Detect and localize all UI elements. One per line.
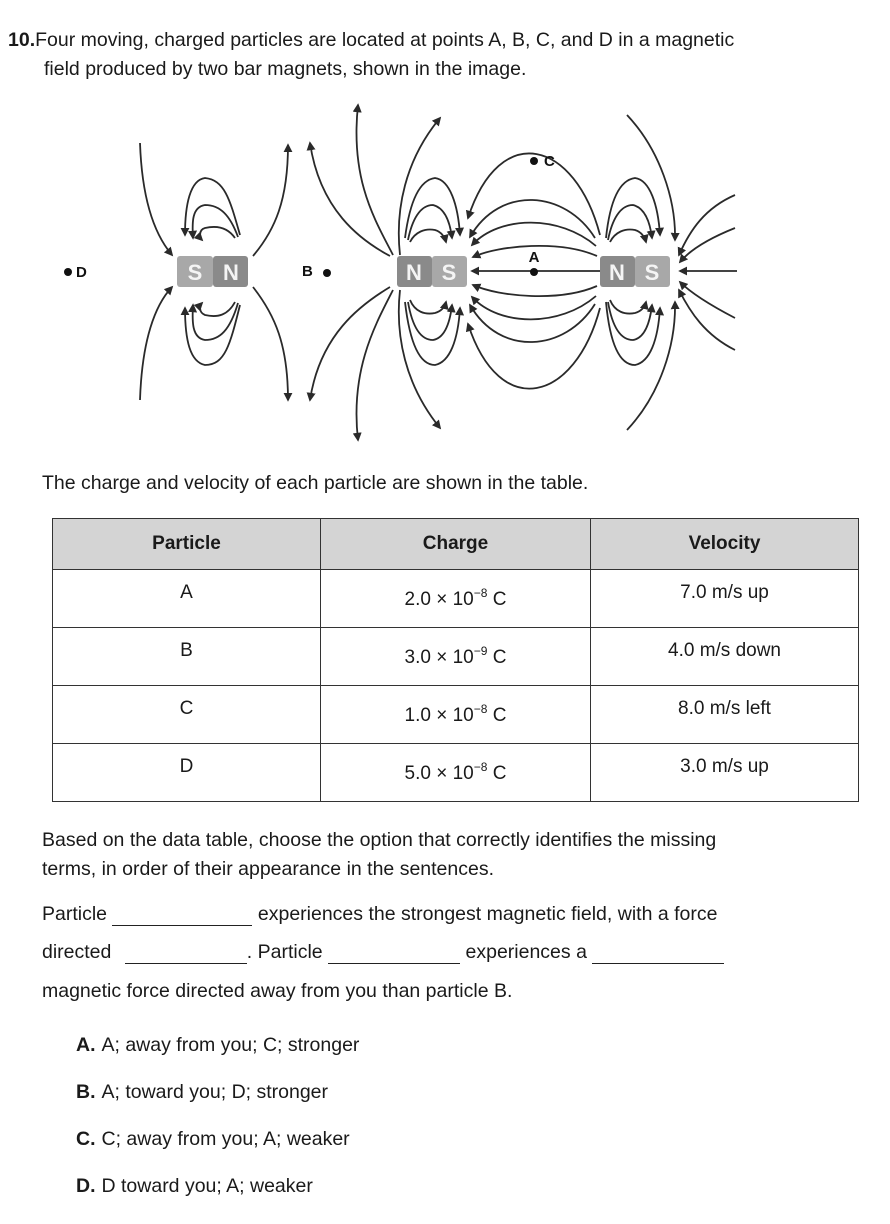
point-a	[529, 249, 540, 276]
fill-in-sentence-3: magnetic force directed away from you than particle B.	[42, 980, 513, 1002]
point-b-label: B	[302, 263, 313, 280]
choice-text: D toward you; A; weaker	[101, 1175, 313, 1197]
instructions-line2: terms, in order of their appearance in the sentences.	[42, 858, 495, 880]
choice-text: A; away from you; C; stronger	[101, 1034, 360, 1056]
point-b	[302, 263, 331, 280]
choice-letter: A.	[76, 1034, 96, 1056]
charge-unit: C	[487, 646, 507, 668]
choice-text: C; away from you; A; weaker	[101, 1128, 350, 1150]
charge-exponent: −9	[473, 643, 488, 658]
choice-c[interactable]	[76, 1128, 359, 1175]
header-charge: Charge	[321, 519, 591, 570]
question-stem-line2: field produced by two bar magnets, shown in the image.	[44, 58, 527, 80]
instructions-line1: Based on the data table, choose the option that correctly identifies the missing	[42, 829, 717, 851]
blank-2	[125, 962, 247, 964]
bar-magnet-1	[177, 256, 248, 287]
cell-charge	[321, 570, 591, 628]
point-d-label: D	[76, 264, 87, 281]
question-stem-line1: Four moving, charged particles are located at points A, B, C, and D in a magnetic	[35, 29, 735, 51]
charge-mantissa: 1.0 × 10	[404, 704, 474, 726]
cell-particle: B	[53, 628, 321, 686]
fill-text: Particle	[42, 903, 108, 925]
blank-3	[328, 962, 460, 964]
magnet-1-left-pole: S	[187, 260, 203, 285]
question-stem	[8, 26, 734, 55]
fill-text: directed	[42, 941, 112, 963]
cell-charge	[321, 686, 591, 744]
fill-text: experiences the strongest magnetic field, with a force	[257, 903, 718, 925]
point-c-label: C	[544, 153, 555, 170]
magnetic-field-diagram	[0, 95, 890, 455]
table-caption: The charge and velocity of each particle are shown in the table.	[42, 472, 589, 494]
point-d	[64, 264, 87, 281]
choice-a[interactable]	[76, 1034, 359, 1081]
charge-unit: C	[487, 588, 507, 610]
fill-in-sentence-2	[42, 941, 724, 964]
choice-letter: B.	[76, 1081, 96, 1103]
choice-d[interactable]	[76, 1175, 359, 1222]
charge-exponent: −8	[473, 585, 488, 600]
table-row	[53, 628, 859, 686]
charge-mantissa: 2.0 × 10	[404, 588, 474, 610]
table-row	[53, 570, 859, 628]
particle-data-table	[52, 518, 859, 802]
cell-velocity: 4.0 m/s down	[591, 628, 859, 686]
cell-particle: C	[53, 686, 321, 744]
choice-letter: C.	[76, 1128, 96, 1150]
bar-magnet-3	[600, 256, 670, 287]
header-velocity: Velocity	[591, 519, 859, 570]
cell-particle: A	[53, 570, 321, 628]
fill-in-sentence-1	[42, 903, 717, 926]
charge-unit: C	[487, 762, 507, 784]
point-a-label: A	[528, 249, 540, 266]
cell-velocity: 7.0 m/s up	[591, 570, 859, 628]
blank-4	[592, 962, 724, 964]
magnet-3-left-pole: N	[609, 260, 625, 285]
blank-1	[112, 924, 252, 926]
cell-particle: D	[53, 744, 321, 802]
fill-text: . Particle	[246, 941, 323, 963]
cell-charge	[321, 744, 591, 802]
magnet-3-right-pole: S	[644, 260, 660, 285]
question-number: 10.	[8, 29, 36, 51]
cell-charge	[321, 628, 591, 686]
header-particle: Particle	[53, 519, 321, 570]
charge-exponent: −8	[473, 759, 488, 774]
charge-mantissa: 5.0 × 10	[404, 762, 474, 784]
magnet-1-right-pole: N	[223, 260, 239, 285]
charge-mantissa: 3.0 × 10	[404, 646, 474, 668]
cell-velocity: 3.0 m/s up	[591, 744, 859, 802]
instructions	[42, 826, 842, 884]
fill-text: experiences a	[465, 941, 587, 963]
bar-magnet-2	[397, 256, 467, 287]
charge-exponent: −8	[473, 701, 488, 716]
cell-velocity: 8.0 m/s left	[591, 686, 859, 744]
choice-text: A; toward you; D; stronger	[101, 1081, 329, 1103]
table-header-row	[53, 519, 859, 570]
choice-b[interactable]	[76, 1081, 359, 1128]
table-row	[53, 744, 859, 802]
magnet-2-left-pole: N	[406, 260, 422, 285]
choice-letter: D.	[76, 1175, 96, 1197]
magnet-2-right-pole: S	[441, 260, 457, 285]
answer-choices	[76, 1034, 359, 1222]
table-row	[53, 686, 859, 744]
charge-unit: C	[487, 704, 507, 726]
